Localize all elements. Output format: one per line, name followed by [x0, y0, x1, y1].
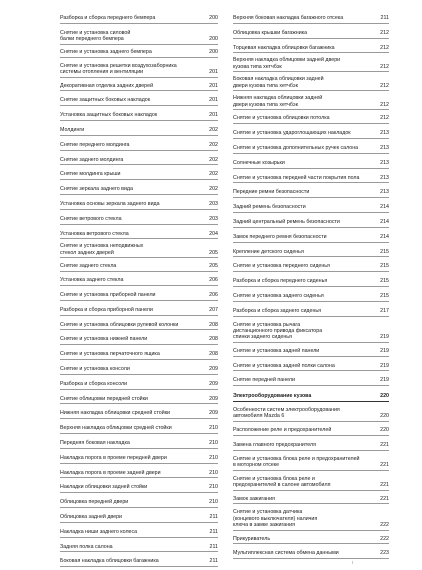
toc-entry-title: Замок зажигания [233, 495, 275, 502]
toc-entry-title: Снятие заднего стекла [60, 263, 117, 270]
toc-entry-page: 220 [380, 426, 389, 433]
toc-entry-title: Расположение реле и предохранителей [233, 426, 332, 433]
toc-entry-page: 212 [380, 115, 389, 122]
toc-entry-page: 201 [209, 82, 218, 89]
toc-entry-page: 219 [380, 377, 389, 384]
toc-entry-page: 207 [209, 306, 218, 313]
toc-entry-page: 215 [380, 263, 389, 270]
toc-entry-title: Замок переднего ремня безопасности [233, 233, 327, 240]
toc-entry-page: 215 [380, 248, 389, 255]
toc-entry-title: Снятие и установка решетки воздухозаборника системы отопления и вентиляции [60, 62, 177, 75]
toc-entry [233, 114, 389, 124]
toc-entry [233, 203, 389, 213]
toc-entry-title: Снятие переднего молдинга [60, 141, 130, 148]
toc-entry-page: 210 [209, 499, 218, 506]
toc-entry-page: 209 [209, 410, 218, 417]
toc-entry-title: Снятие и установка датчика (концевого выключателя) наличия ключа в замке зажигания [233, 509, 318, 528]
toc-entry [60, 439, 218, 449]
toc-entry-title: Электрооборудование кузова [233, 393, 312, 400]
toc-entry [60, 528, 218, 538]
toc-entry-page: 213 [380, 144, 389, 151]
toc-entry-page: 206 [209, 291, 218, 298]
toc-entry [233, 406, 389, 422]
toc-entry-page: 214 [380, 233, 389, 240]
toc-entry-title: Разборка и сборка приборной панели [60, 306, 153, 313]
toc-entry-title: Солнечные козырьки [233, 159, 285, 166]
toc-entry-title: Установка основы зеркала заднего вида [60, 200, 160, 207]
toc-entry [60, 156, 218, 166]
toc-entry-title: Снятие и установка заднего сиденья [233, 292, 324, 299]
toc-entry-title: Снятие и установка облицовки рулевой колонки [60, 321, 179, 328]
toc-entry [60, 498, 218, 508]
toc-entry-page: 205 [209, 249, 218, 256]
toc-entry-title: Разборка и сборка переднего бемпера [60, 15, 156, 21]
toc-entry-title: Молдинги [60, 126, 85, 133]
toc-entry [60, 424, 218, 434]
toc-entry-page: 213 [380, 159, 389, 166]
toc-entry-page: 210 [209, 454, 218, 461]
toc-entry-title: Особенности систем электрооборудования автомобиля Mazda 6 [233, 406, 340, 420]
toc-entry-page: 210 [209, 469, 218, 476]
toc-entry [233, 549, 389, 559]
toc-entry [233, 174, 389, 184]
toc-entry-title: Снятие и установка силовой балки переднего бемпера [60, 29, 131, 42]
toc-entry-title: Снятие и установка облицовки потолка [233, 115, 330, 122]
toc-entry [60, 306, 218, 316]
toc-entry-page: 214 [380, 204, 389, 211]
toc-entry [60, 262, 218, 272]
toc-entry-page: 212 [380, 44, 389, 51]
toc-entry-title: Накладка порога в проеме передней двери [60, 454, 167, 461]
toc-entry-page: 220 [380, 393, 389, 400]
toc-entry-title: Нижняя накладка облицовки задней двери кузова типа хетчбэк [233, 95, 323, 108]
toc-entry-page: 209 [209, 395, 218, 402]
toc-entry [233, 495, 389, 505]
toc-entry-title: Задний ремень безопасности [233, 204, 306, 211]
toc-entry-page: 206 [209, 277, 218, 284]
toc-entry-page: 200 [209, 36, 218, 42]
toc-entry-title: Снятие облицовки передней стойки [60, 395, 148, 402]
toc-entry [60, 14, 218, 24]
toc-entry-page: 211 [209, 528, 218, 535]
toc-entry-title: Накладки облицовки задней стойки [60, 484, 148, 491]
toc-entry [60, 62, 218, 78]
toc-entry [233, 56, 389, 72]
toc-entry-page: 212 [380, 29, 389, 36]
toc-entry-title: Крепление детского сиденья [233, 248, 304, 255]
toc-entry [233, 159, 389, 169]
toc-entry-page: 210 [209, 484, 218, 491]
toc-entry-page: 219 [380, 362, 389, 369]
toc-entry-page: 222 [380, 535, 389, 542]
toc-entry-title: Облицовка крышки багажника [233, 29, 308, 36]
toc-entry [233, 75, 389, 91]
toc-entry-title: Снятие и установка передней части покрытия пола [233, 174, 360, 181]
toc-entry-title: Снятие заднего молдинга [60, 156, 124, 163]
toc-entry-page: 211 [380, 15, 389, 21]
scan-mark [352, 561, 353, 564]
toc-entry-title: Установка ветрового стекла [60, 230, 129, 237]
toc-entry-page: 200 [209, 48, 218, 55]
toc-entry-title: Разборка и сборка заднего сиденья [233, 307, 322, 314]
toc-entry-page: 205 [209, 263, 218, 270]
toc-entry-page: 202 [209, 156, 218, 163]
toc-entry-title: Задний центральный ремень безопасности [233, 218, 340, 225]
toc-entry-page: 211 [209, 513, 218, 520]
toc-entry-title: Замена главного предохранителя [233, 441, 316, 448]
toc-entry [60, 321, 218, 331]
toc-entry [233, 233, 389, 243]
toc-entry [233, 248, 389, 258]
toc-entry-page: 200 [209, 15, 218, 21]
toc-entry [60, 170, 218, 180]
toc-entry-page: 212 [380, 82, 389, 89]
toc-entry-title: Установка защитных боковых накладок [60, 112, 158, 119]
toc-entry-title: Разборка и сборка переднего сиденья [233, 278, 328, 285]
toc-left-column [60, 14, 218, 567]
toc-entry-page: 202 [209, 186, 218, 193]
toc-entry-title: Боковая накладка облицовки задней двери кузова типа хетчбэк [233, 76, 324, 89]
toc-entry-page: 217 [380, 307, 389, 314]
toc-entry-page: 221 [380, 441, 389, 448]
toc-entry-page: 222 [380, 521, 389, 528]
toc-entry-page: 213 [380, 189, 389, 196]
toc-entry-title: Верхняя накладка облицовки средней стойки [60, 425, 172, 432]
toc-entry-title: Снятие и установка заднего бемпера [60, 48, 152, 55]
toc-entry [60, 513, 218, 523]
toc-entry [60, 215, 218, 225]
toc-entry [233, 426, 389, 436]
toc-entry [233, 44, 389, 54]
toc-entry [233, 277, 389, 287]
toc-entry [233, 144, 389, 154]
toc-entry-title: Прикуриватель [233, 535, 271, 542]
toc-entry-title: Верхняя накладка облицовки задней двери кузова типа хетчбэк [233, 57, 341, 70]
toc-entry [60, 48, 218, 58]
toc-entry-page: 213 [380, 174, 389, 181]
toc-entry-page: 221 [380, 461, 389, 468]
toc-entry-page: 210 [209, 425, 218, 432]
toc-entry-page: 214 [380, 218, 389, 225]
toc-entry [60, 557, 218, 567]
toc-entry [233, 262, 389, 272]
toc-entry-title: Снятие и установка рычага дистанционного привода фиксатора спинки заднего сиденья [233, 321, 323, 340]
toc-entry-page: 208 [209, 351, 218, 358]
toc-entry [233, 129, 389, 139]
toc-entry-page: 204 [209, 230, 218, 237]
toc-entry-title: Снятие и установка перчаточного ящика [60, 351, 160, 358]
toc-entry [60, 365, 218, 375]
toc-entry-title: Снятие и установка блока реле и предохранителей в моторном отсеке [233, 455, 360, 468]
toc-entry-page: 208 [209, 321, 218, 328]
toc-entry-title: Снятие защитных боковых накладок [60, 97, 151, 104]
toc-entry [233, 29, 389, 39]
toc-entry-title: Облицовка задней двери [60, 513, 123, 520]
toc-entry-title: Облицовка передней двери [60, 499, 129, 506]
toc-entry-page: 220 [380, 413, 389, 420]
toc-entry [233, 94, 389, 110]
toc-entry-page: 201 [209, 112, 218, 119]
toc-entry [60, 543, 218, 553]
toc-entry-title: Торцевая накладка облицовки багажника [233, 44, 335, 51]
toc-entry [233, 347, 389, 357]
toc-entry [60, 200, 218, 210]
toc-entry-title: Передняя боковая накладка [60, 439, 130, 446]
toc-entry-page: 215 [380, 278, 389, 285]
toc-entry-page: 223 [380, 550, 389, 557]
toc-entry [233, 188, 389, 198]
toc-entry [60, 350, 218, 360]
toc-entry-title: Снятие молдинга крыши [60, 171, 121, 178]
toc-entry [233, 321, 389, 343]
toc-entry-title: Верхняя боковая накладка багажного отсека [233, 15, 344, 21]
toc-entry [60, 82, 218, 92]
toc-entry-page: 211 [209, 543, 218, 550]
toc-entry-page: 201 [209, 68, 218, 75]
toc-entry [233, 455, 389, 471]
toc-entry [60, 141, 218, 151]
toc-entry-page: 221 [380, 481, 389, 488]
toc-entry [60, 291, 218, 301]
toc-entry [60, 185, 218, 195]
toc-entry-page: 210 [209, 439, 218, 446]
toc-entry-title: Снятие и установка неподвижных стекол задних дверей [60, 243, 144, 256]
toc-entry [233, 362, 389, 372]
toc-entry [233, 292, 389, 302]
toc-entry-title: Накладка порога в проеме задней двери [60, 469, 161, 476]
toc-entry-page: 201 [209, 97, 218, 104]
toc-entry [60, 230, 218, 240]
toc-entry [60, 409, 218, 419]
toc-entry [60, 242, 218, 258]
toc-entry-page: 209 [209, 365, 218, 372]
toc-entry [60, 380, 218, 390]
toc-entry-title: Снятие и установка задней панели [233, 347, 320, 354]
toc-entry-title: Снятие и установка консоли [60, 365, 130, 372]
toc-entry-title: Накладка ниши заднего колеса [60, 528, 138, 535]
toc-entry-page: 221 [380, 495, 389, 502]
toc-entry-page: 203 [209, 200, 218, 207]
toc-entry-page: 219 [380, 347, 389, 354]
toc-entry-title: Снятие и установка переднего сиденья [233, 263, 330, 270]
toc-entry-page: 219 [380, 333, 389, 340]
toc-entry-title: Нижняя накладка облицовки средней стойки [60, 410, 170, 417]
toc-entry [60, 29, 218, 45]
toc-entry [60, 111, 218, 121]
toc-entry-title: Снятие и установка дополнительных ручек салона [233, 144, 359, 151]
toc-entry-page: 212 [380, 101, 389, 108]
toc-right-column [233, 14, 389, 559]
toc-entry [233, 14, 389, 24]
toc-entry [60, 395, 218, 405]
toc-entry [233, 475, 389, 491]
toc-entry-title: Снятие ветрового стекла [60, 215, 122, 222]
toc-entry [60, 483, 218, 493]
toc-entry-title: Снятие и установка блока реле и предохранителей в салоне автомобиля [233, 475, 331, 488]
toc-entry-page: 202 [209, 171, 218, 178]
toc-entry-page: 215 [380, 292, 389, 299]
toc-entry-title: Мультиплексная система обмена данными [233, 550, 339, 557]
toc-entry [60, 96, 218, 106]
toc-entry [60, 335, 218, 345]
toc-entry [233, 307, 389, 317]
toc-entry [233, 508, 389, 530]
toc-entry-title: Снятие и установка приборной панели [60, 291, 156, 298]
toc-entry-title: Снятие передней панели [233, 377, 295, 384]
toc-entry-title: Снятие зеркала заднего вида [60, 186, 133, 193]
toc-entry-title: Снятие и установка нижней панели [60, 336, 148, 343]
toc-entry [60, 454, 218, 464]
toc-entry-page: 203 [209, 215, 218, 222]
toc-entry-page: 211 [209, 558, 218, 565]
toc-entry-title: Передние ремни безопасности [233, 189, 310, 196]
toc-entry-page: 202 [209, 126, 218, 133]
toc-entry-title: Снятие и установка удароглощающих накладок [233, 130, 351, 137]
toc-entry [60, 276, 218, 286]
toc-entry-title: Разборка и сборка консоли [60, 380, 128, 387]
toc-entry-page: 202 [209, 141, 218, 148]
toc-entry [60, 469, 218, 479]
toc-entry-title: Декоративная отделка задних дверей [60, 82, 154, 89]
toc-entry [233, 218, 389, 228]
toc-entry-title: Снятие и установка задней полки салона [233, 362, 335, 369]
toc-entry [233, 535, 389, 545]
toc-entry-page: 212 [380, 63, 389, 70]
toc-entry [60, 126, 218, 136]
toc-entry-page: 209 [209, 380, 218, 387]
toc-entry-page: 213 [380, 130, 389, 137]
toc-entry-title: Установка заднего стекла [60, 277, 124, 284]
toc-entry [233, 392, 389, 402]
toc-entry-page: 208 [209, 336, 218, 343]
toc-entry [233, 376, 389, 386]
toc-entry-title: Задняя полка салона [60, 543, 113, 550]
toc-entry [233, 441, 389, 451]
toc-entry-title: Боковая накладка облицовки багажника [60, 558, 159, 565]
